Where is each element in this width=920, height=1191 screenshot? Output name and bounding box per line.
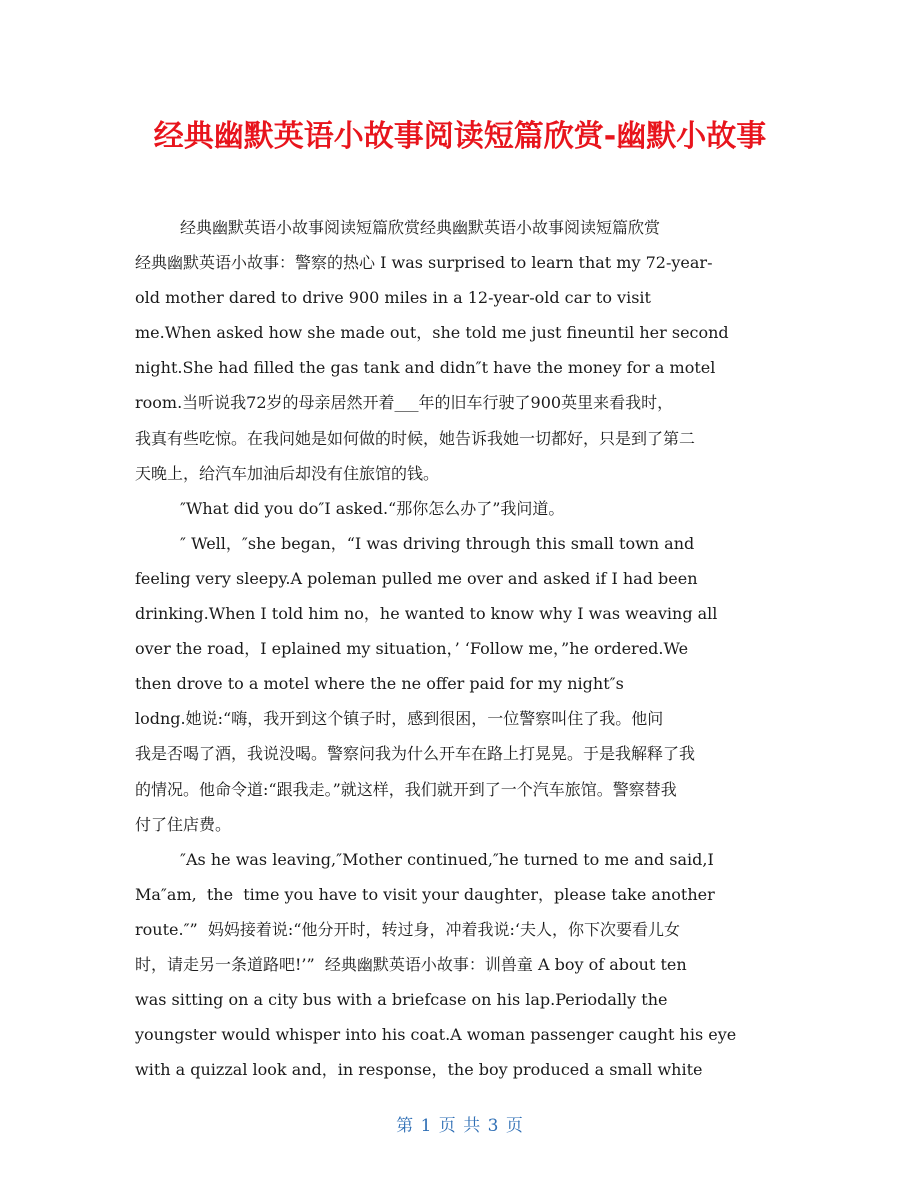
- text-line: Ma″am, the time you have to visit your daughter，please take another: [135, 884, 715, 904]
- text-line: ″ Well，″she began，“I was driving through this small town and: [180, 533, 695, 553]
- text-line: with a quizzal look and，in response，the boy produced a small white: [135, 1060, 703, 1080]
- text-line: route.″” 妈妈接着说:“他分开时，转过身，冲着我说:‘夫人，你下次要看儿女: [135, 919, 680, 939]
- text-line: 时，请走另一条道路吧!’” 经典幽默英语小故事：训兽童 A boy of about ten: [135, 954, 687, 974]
- page-title: 经典幽默英语小故事阅读短篇欣赏-幽默小故事: [153, 119, 767, 154]
- document-body: [135, 210, 785, 1087]
- text-line: was sitting on a city bus with a briefcase on his lap.Periodally the: [135, 990, 668, 1010]
- text-line: drinking.When I told him no，he wanted to know why I was weaving all: [135, 604, 718, 624]
- text-line: 我是否喝了酒，我说没喝。警察问我为什么开车在路上打晃晃。于是我解释了我: [135, 744, 696, 764]
- text-line: 天晚上，给汽车加油后却没有住旅馆的钱。: [135, 463, 440, 483]
- text-line: ″What did you do″I asked.“那你怎么办了”我问道。: [180, 498, 565, 518]
- text-line: room.当听说我72岁的母亲居然开着___年的旧车行驶了900英里来看我时，: [135, 393, 674, 413]
- page-number: 第 1 页 共 3 页: [396, 1116, 524, 1136]
- text-line: 我真有些吃惊。在我问她是如何做的时候，她告诉我她一切都好，只是到了第二: [135, 428, 696, 448]
- text-line: then drove to a motel where the ne offer paid for my night″s: [135, 674, 624, 694]
- text-line: youngster would whisper into his coat.A woman passenger caught his eye: [135, 1025, 737, 1045]
- text-line: over the road，I eplained my situation，’ ‘Follow me，”he ordered.We: [135, 639, 689, 659]
- text-line: 的情况。他命令道:“跟我走。”就这样，我们就开到了一个汽车旅馆。警察替我: [135, 779, 677, 799]
- text-line: feeling very sleepy.A poleman pulled me over and asked if I had been: [135, 568, 698, 588]
- text-line: ″As he was leaving,″Mother continued,″he turned to me and said,I: [180, 849, 714, 869]
- text-line: 付了住店费。: [135, 814, 232, 834]
- text-line: night.She had filled the gas tank and didn″t have the money for a motel: [135, 358, 716, 378]
- text-line: old mother dared to drive 900 miles in a 12-year-old car to visit: [135, 288, 651, 308]
- text-line: lodng.她说:“嗨，我开到这个镇子时，感到很困，一位警察叫住了我。他问: [135, 709, 664, 729]
- text-line: 经典幽默英语小故事：警察的热心 I was surprised to learn that my 72-year-: [135, 253, 713, 273]
- text-line: 经典幽默英语小故事阅读短篇欣赏经典幽默英语小故事阅读短篇欣赏: [180, 218, 661, 237]
- text-line: me.When asked how she made out，she told me just fineuntil her second: [135, 323, 729, 343]
